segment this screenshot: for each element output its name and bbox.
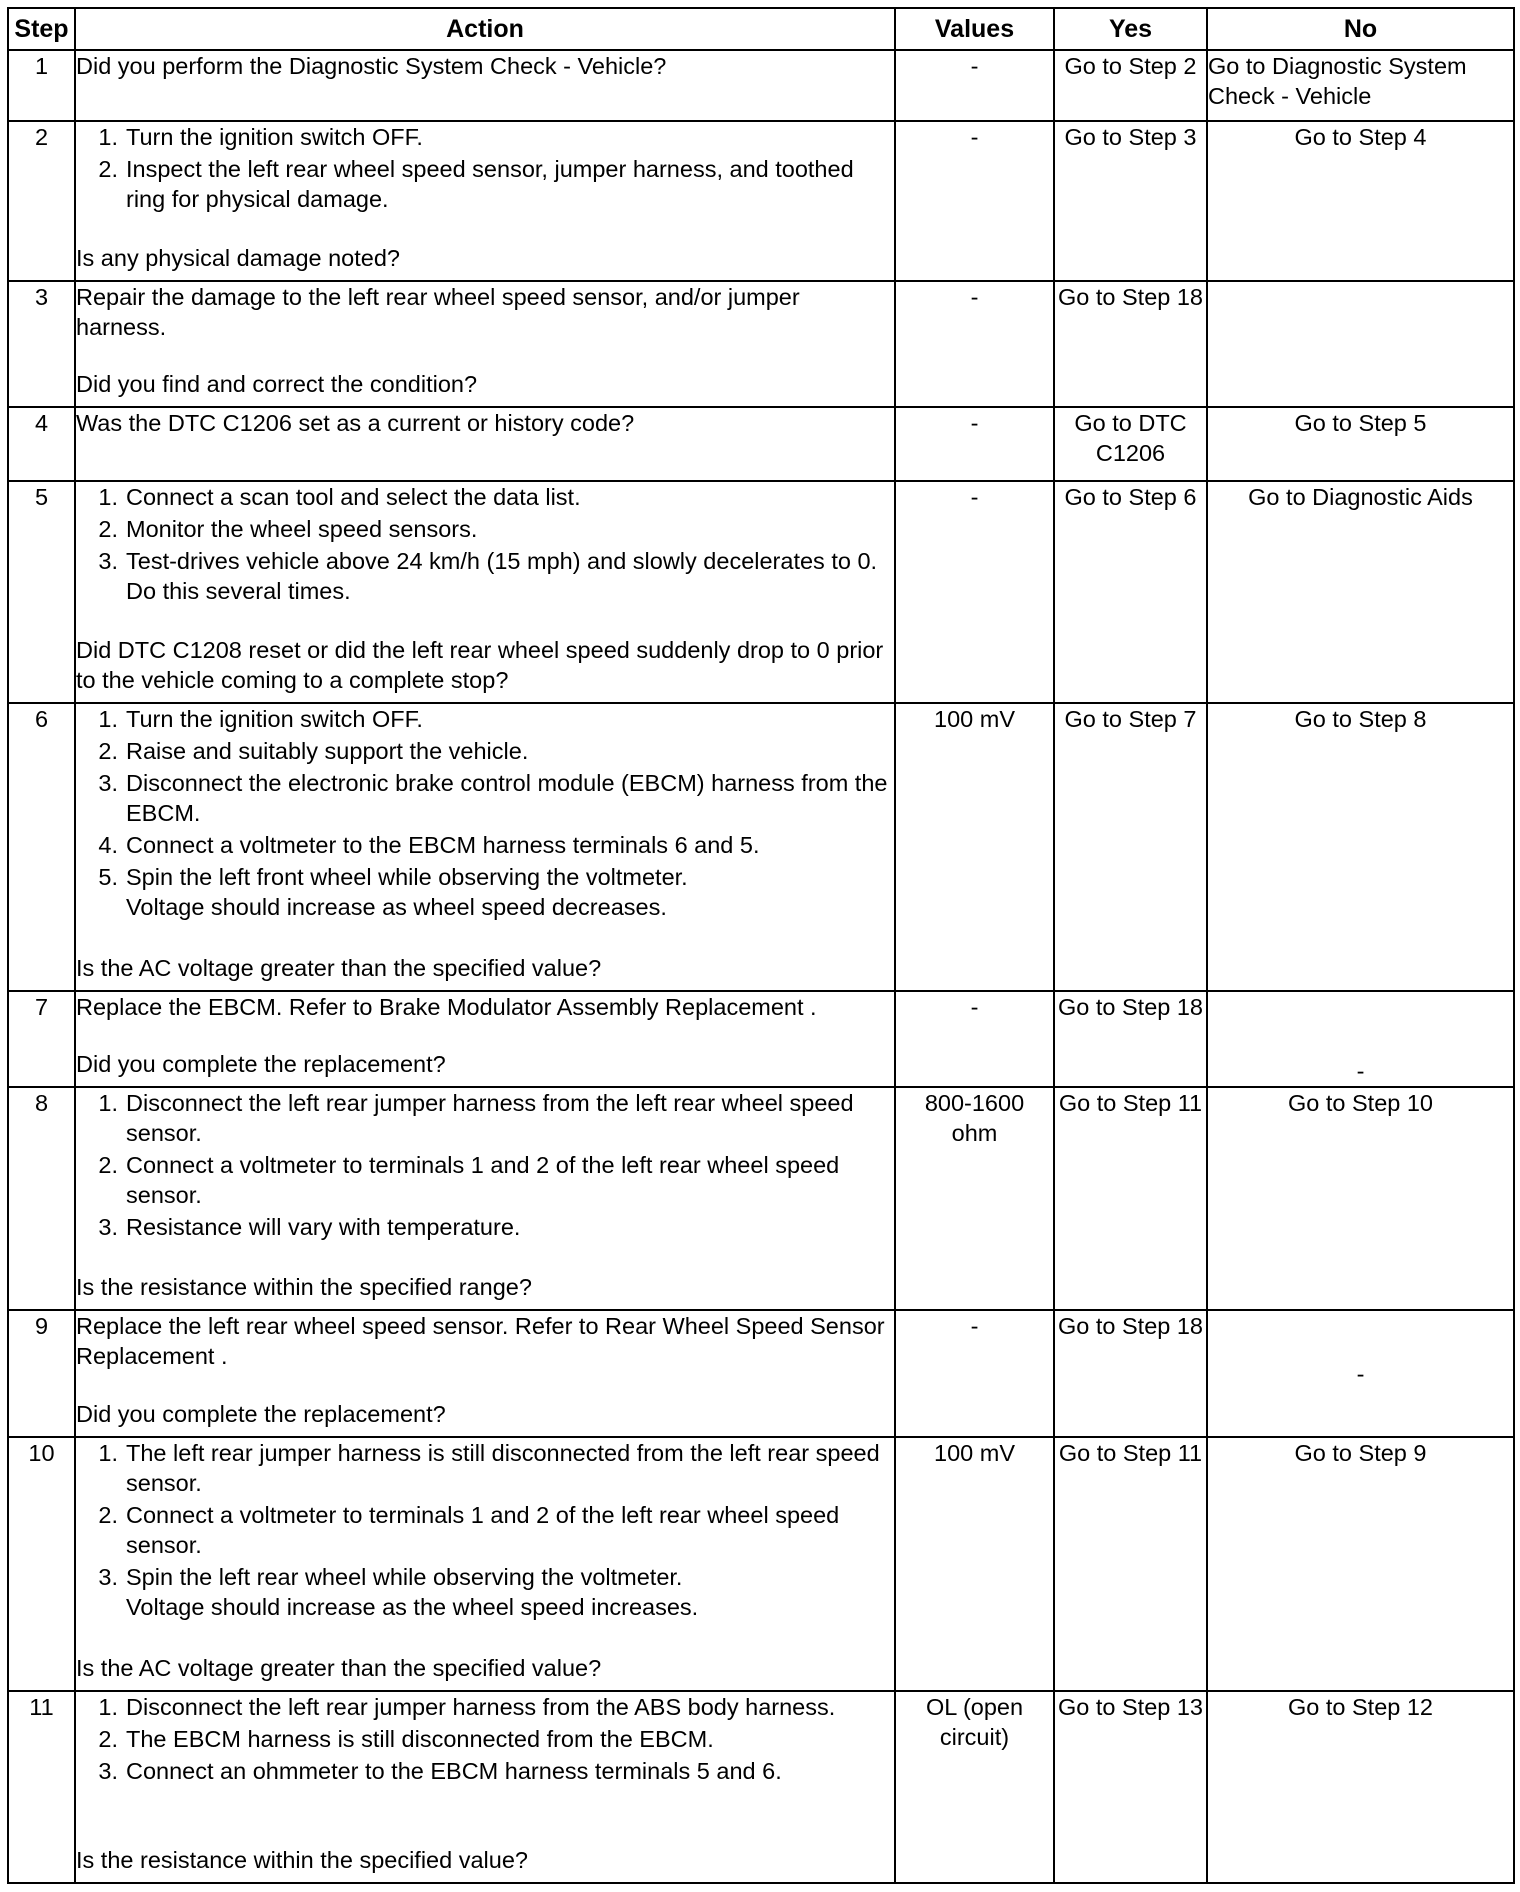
values-cell: 100 mV [895, 703, 1054, 991]
no-cell: Go to Step 4 [1207, 121, 1514, 281]
action-step-item [76, 1500, 894, 1560]
table-row [8, 703, 1514, 991]
no-cell [1207, 281, 1514, 407]
header-yes: Yes [1054, 8, 1207, 50]
action-text: Replace the EBCM. Refer to Brake Modulator Assembly Replacement . [76, 994, 817, 1020]
values-cell: - [895, 481, 1054, 703]
action-step-number: 3. [98, 1564, 118, 1590]
table-row [8, 1437, 1514, 1691]
no-cell: Go to Step 10 [1207, 1087, 1514, 1310]
table-row [8, 991, 1514, 1087]
step-number: 11 [8, 1691, 75, 1883]
action-cell [75, 407, 895, 481]
action-cell [75, 121, 895, 281]
table-row [8, 281, 1514, 407]
no-cell: Go to Step 9 [1207, 1437, 1514, 1691]
action-step-text: Resistance will vary with temperature. [126, 1214, 521, 1240]
action-step-text: Disconnect the electronic brake control module (EBCM) harness from the EBCM. [126, 770, 888, 826]
table-row [8, 121, 1514, 281]
action-step-number: 3. [98, 770, 118, 796]
action-text: Replace the left rear wheel speed sensor. Refer to Rear Wheel Speed Sensor Replacement . [76, 1313, 885, 1369]
table-row [8, 407, 1514, 481]
step-number: 2 [8, 121, 75, 281]
no-cell: Go to Diagnostic System Check - Vehicle [1207, 50, 1514, 121]
no-cell: Go to Step 12 [1207, 1691, 1514, 1883]
action-step-number: 3. [98, 1758, 118, 1784]
action-step-number: 3. [98, 548, 118, 574]
action-question: Did you find and correct the condition? [76, 371, 478, 397]
no-cell: Go to Diagnostic Aids [1207, 481, 1514, 703]
action-step-number: 1. [98, 1440, 118, 1466]
step-number: 4 [8, 407, 75, 481]
action-step-number: 2. [98, 156, 118, 182]
values-cell: - [895, 50, 1054, 121]
action-steps-list [76, 1088, 894, 1242]
step-number: 7 [8, 991, 75, 1087]
action-question: Is any physical damage noted? [76, 245, 400, 271]
yes-cell: Go to Step 11 [1054, 1437, 1207, 1691]
action-step-item [76, 482, 894, 512]
action-cell [75, 481, 895, 703]
action-step-text: Connect a voltmeter to terminals 1 and 2 of the left rear wheel speed sensor. [126, 1152, 840, 1208]
action-step-item [76, 830, 894, 860]
step-number: 6 [8, 703, 75, 991]
header-action: Action [75, 8, 895, 50]
action-step-item [76, 546, 894, 606]
table-row [8, 1691, 1514, 1883]
action-step-text: Connect a voltmeter to the EBCM harness terminals 6 and 5. [126, 832, 760, 858]
action-step-item [76, 704, 894, 734]
action-step-number: 1. [98, 484, 118, 510]
values-cell: - [895, 281, 1054, 407]
action-step-text: Connect a voltmeter to terminals 1 and 2 of the left rear wheel speed sensor. [126, 1502, 840, 1558]
values-cell: - [895, 1310, 1054, 1437]
yes-cell: Go to Step 13 [1054, 1691, 1207, 1883]
action-cell [75, 1087, 895, 1310]
yes-cell: Go to DTC C1206 [1054, 407, 1207, 481]
action-step-text: Connect an ohmmeter to the EBCM harness terminals 5 and 6. [126, 1758, 782, 1784]
no-cell: - [1207, 1310, 1514, 1437]
values-cell: OL (open circuit) [895, 1691, 1054, 1883]
action-question: Is the resistance within the specified value? [76, 1847, 528, 1873]
action-step-item [76, 736, 894, 766]
action-step-item [76, 768, 894, 828]
action-step-number: 1. [98, 124, 118, 150]
action-steps-list [76, 704, 894, 922]
action-step-text: Test-drives vehicle above 24 km/h (15 mph) and slowly decelerates to 0. Do this several times. [126, 548, 878, 604]
action-step-text: Disconnect the left rear jumper harness from the left rear wheel speed sensor. [126, 1090, 854, 1146]
action-step-item [76, 514, 894, 544]
action-cell [75, 703, 895, 991]
action-step-number: 4. [98, 832, 118, 858]
action-step-item [76, 1212, 894, 1242]
action-step-text: The EBCM harness is still disconnected from the EBCM. [126, 1726, 714, 1752]
table-row [8, 50, 1514, 121]
action-step-number: 5. [98, 864, 118, 890]
yes-cell: Go to Step 18 [1054, 991, 1207, 1087]
table-row [8, 481, 1514, 703]
diagnostic-table [7, 7, 1515, 1884]
action-question: Did you complete the replacement? [76, 1051, 446, 1077]
action-step-item [76, 1756, 894, 1786]
action-step-text: Turn the ignition switch OFF. [126, 124, 423, 150]
action-step-text: Connect a scan tool and select the data list. [126, 484, 581, 510]
action-question: Is the AC voltage greater than the specified value? [76, 1655, 602, 1681]
action-step-item [76, 862, 894, 922]
action-steps-list [76, 1692, 894, 1786]
action-cell [75, 281, 895, 407]
action-step-item [76, 1150, 894, 1210]
action-step-item [76, 154, 894, 214]
action-step-number: 2. [98, 1502, 118, 1528]
action-step-number: 3. [98, 1214, 118, 1240]
yes-cell: Go to Step 18 [1054, 1310, 1207, 1437]
yes-cell: Go to Step 3 [1054, 121, 1207, 281]
table-row [8, 1087, 1514, 1310]
action-step-text: Inspect the left rear wheel speed sensor, jumper harness, and toothed ring for physical damage. [126, 156, 854, 212]
action-step-item [76, 1724, 894, 1754]
action-step-text: Spin the left front wheel while observing the voltmeter. Voltage should increase as wheel speed decreases. [126, 864, 688, 920]
yes-cell: Go to Step 2 [1054, 50, 1207, 121]
action-cell [75, 1437, 895, 1691]
action-step-number: 2. [98, 516, 118, 542]
step-number: 3 [8, 281, 75, 407]
step-number: 8 [8, 1087, 75, 1310]
values-cell: - [895, 121, 1054, 281]
action-step-item [76, 122, 894, 152]
action-text: Repair the damage to the left rear wheel speed sensor, and/or jumper harness. [76, 284, 800, 340]
action-step-text: Monitor the wheel speed sensors. [126, 516, 478, 542]
step-number: 9 [8, 1310, 75, 1437]
header-values: Values [895, 8, 1054, 50]
step-number: 10 [8, 1437, 75, 1691]
no-cell: Go to Step 5 [1207, 407, 1514, 481]
action-step-text: Turn the ignition switch OFF. [126, 706, 423, 732]
action-step-number: 2. [98, 1152, 118, 1178]
action-steps-list [76, 122, 894, 214]
action-cell [75, 50, 895, 121]
action-step-item [76, 1692, 894, 1722]
header-no: No [1207, 8, 1514, 50]
yes-cell: Go to Step 11 [1054, 1087, 1207, 1310]
yes-cell: Go to Step 7 [1054, 703, 1207, 991]
table-row [8, 1310, 1514, 1437]
step-number: 5 [8, 481, 75, 703]
step-number: 1 [8, 50, 75, 121]
no-cell: - [1207, 991, 1514, 1087]
action-step-number: 2. [98, 738, 118, 764]
action-step-text: Disconnect the left rear jumper harness from the ABS body harness. [126, 1694, 836, 1720]
no-cell: Go to Step 8 [1207, 703, 1514, 991]
header-row [8, 8, 1514, 50]
action-step-item [76, 1088, 894, 1148]
action-text: Was the DTC C1206 set as a current or history code? [76, 410, 635, 436]
action-step-text: Raise and suitably support the vehicle. [126, 738, 529, 764]
action-steps-list [76, 482, 894, 606]
values-cell: - [895, 991, 1054, 1087]
action-question: Is the resistance within the specified range? [76, 1274, 532, 1300]
values-cell: 800-1600 ohm [895, 1087, 1054, 1310]
action-step-number: 1. [98, 1694, 118, 1720]
action-question: Did you complete the replacement? [76, 1401, 446, 1427]
header-step: Step [8, 8, 75, 50]
action-cell [75, 1691, 895, 1883]
action-cell [75, 1310, 895, 1437]
action-step-number: 2. [98, 1726, 118, 1752]
action-step-number: 1. [98, 706, 118, 732]
action-step-text: Spin the left rear wheel while observing the voltmeter. Voltage should increase as the wheel speed increases. [126, 1564, 699, 1620]
action-text: Did you perform the Diagnostic System Check - Vehicle? [76, 53, 667, 79]
values-cell: 100 mV [895, 1437, 1054, 1691]
action-steps-list [76, 1438, 894, 1622]
action-step-item [76, 1562, 894, 1622]
yes-cell: Go to Step 6 [1054, 481, 1207, 703]
action-question: Is the AC voltage greater than the specified value? [76, 955, 602, 981]
action-step-number: 1. [98, 1090, 118, 1116]
yes-cell: Go to Step 18 [1054, 281, 1207, 407]
action-step-item [76, 1438, 894, 1498]
values-cell: - [895, 407, 1054, 481]
action-cell [75, 991, 895, 1087]
action-step-text: The left rear jumper harness is still disconnected from the left rear speed sensor. [126, 1440, 880, 1496]
action-question: Did DTC C1208 reset or did the left rear wheel speed suddenly drop to 0 prior to the vehicle coming to a complete stop? [76, 637, 884, 693]
